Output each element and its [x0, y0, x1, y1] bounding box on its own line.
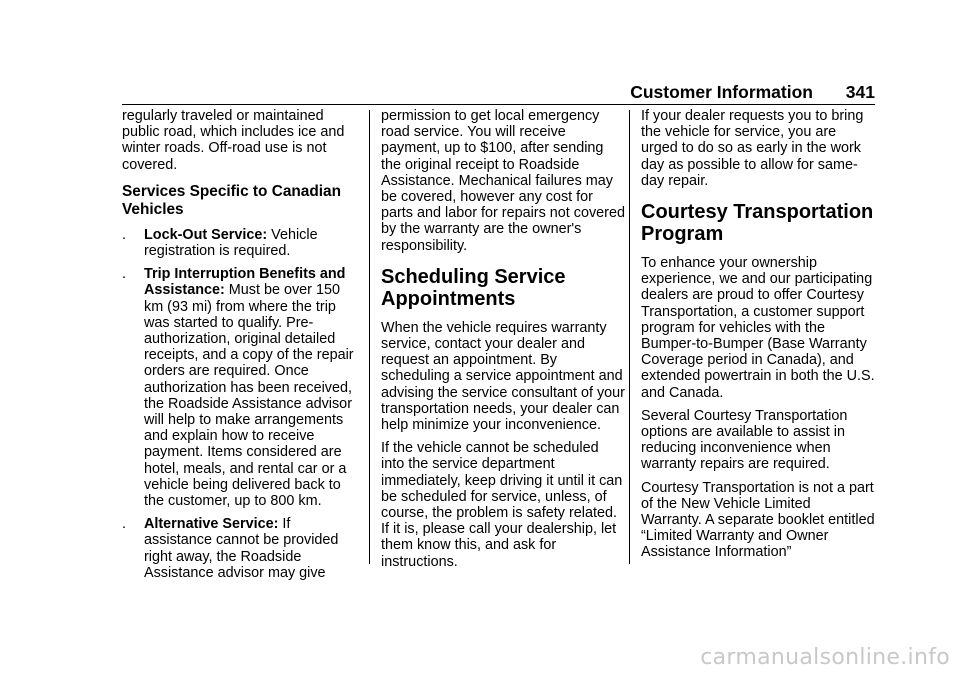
col2-paragraph-1: When the vehicle requires warranty service, contact your dealer and request an appointment. By scheduling a service appointment and advising the service consultant of your transportation needs, your dealer can help minimize your inconvenience.	[381, 319, 625, 434]
bullet-dot: .	[122, 226, 126, 243]
col1-intro: regularly traveled or maintained public road, which includes ice and winter roads. Off-road use is not covered.	[122, 108, 345, 173]
col2-paragraph-2: If the vehicle cannot be scheduled into the service department immediately, keep driving it until it can be scheduled for service, unless, of course, the problem is safety related. If it is, please call your dealership, let them know this, and ask for instructions.	[381, 440, 623, 570]
heading-canadian-services: Services Specific to Canadian Vehicles	[122, 182, 341, 218]
section-title: Customer Information	[630, 82, 813, 102]
bullet-lockout	[122, 227, 356, 259]
col2-continued: permission to get local emergency road service. You will receive payment, up to $100, after sending the original receipt to Roadside Assistance. Mechanical failures may be covered, however any cost for parts and labor for repairs not covered by the warranty are the owner's responsibility.	[381, 108, 625, 254]
header-rule	[122, 104, 875, 105]
page-number: 341	[845, 82, 875, 102]
heading-scheduling: Scheduling Service Appointments	[381, 265, 566, 310]
column-3	[641, 108, 875, 568]
column-divider-1	[369, 110, 370, 564]
bullet-dot: .	[122, 266, 126, 283]
column-1	[122, 108, 356, 588]
bullet-term: Lock-Out Service:	[144, 226, 268, 243]
col3-paragraph-3: Courtesy Transportation is not a part of the New Vehicle Limited Warranty. A separate booklet entitled “Limited Warranty and Owner Assistance Information”	[641, 479, 875, 561]
watermark: carmanualsonline.info	[700, 645, 950, 670]
col3-paragraph-0: If your dealer requests you to bring the vehicle for service, you are urged to do so as early in the work day as possible to allow for same-day repair.	[641, 108, 864, 189]
page-header	[122, 80, 875, 104]
bullet-term: Alternative Service:	[144, 516, 279, 533]
bullet-text: Vehicle registration is required.	[144, 226, 318, 260]
bullet-text: If assistance cannot be provided right away, the Roadside Assistance advisor may give	[144, 516, 339, 581]
heading-courtesy-transportation: Courtesy Transportation Program	[641, 201, 874, 246]
bullet-dot: .	[122, 516, 126, 533]
column-2	[381, 108, 625, 577]
col3-paragraph-1: To enhance your ownership experience, we and our participating dealers are proud to offer Courtesy Transportation, a customer support program for vehicles with the Bumper-to-Bumper (Base Warranty Coverage period in Canada), and extended powertrain in both the U.S. and Canada.	[641, 255, 875, 401]
bullet-trip-interruption	[122, 266, 356, 509]
bullet-text: Must be over 150 km (93 mi) from where the trip was started to qualify. Pre-authorization, original detailed receipts, and a copy of the repair orders are required. Once authorization has been received, the Roadside Assistance advisor will help to make arrangements and explain how to receive payment. Items considered are hotel, meals, and rental car or a vehicle being delivered back to the customer, up to 800 km.	[144, 282, 354, 510]
col3-paragraph-2: Several Courtesy Transportation options are available to assist in reducing inconvenience when warranty repairs are required.	[641, 407, 848, 473]
bullet-alternative-service	[122, 516, 356, 581]
bullet-term: Trip Interruption Benefits and Assistance:	[144, 266, 346, 299]
column-divider-2	[629, 110, 630, 564]
